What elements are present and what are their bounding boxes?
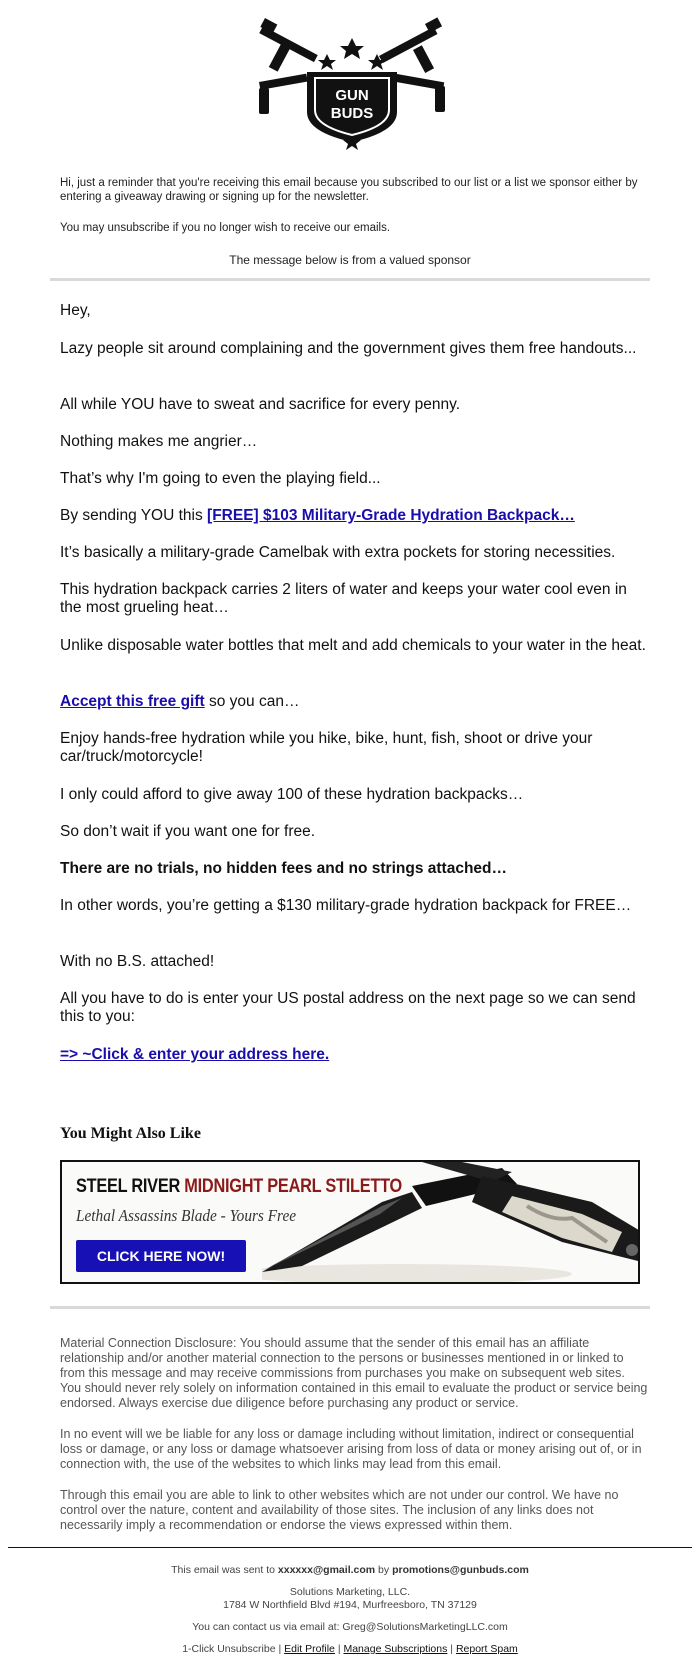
logo-text-buds: BUDS xyxy=(330,105,374,122)
sender-email: promotions@gunbuds.com xyxy=(392,1564,529,1576)
backpack-offer-link[interactable]: [FREE] $103 Military-Grade Hydration Backpack… xyxy=(207,507,575,524)
footer-links: 1-Click Unsubscribe | Edit Profile | Manage Subscriptions | Report Spam xyxy=(182,1643,518,1655)
paragraph-accept-gift: Accept this free gift so you can… xyxy=(60,693,300,710)
paragraph: Enjoy hands-free hydration while you hike, bike, hunt, fish, shoot or drive your car/truck/motorcycle! xyxy=(60,730,593,765)
accept-gift-link[interactable]: Accept this free gift xyxy=(60,693,205,710)
paragraph: Lazy people sit around complaining and the government gives them free handouts... xyxy=(60,340,637,357)
manage-subscriptions-link[interactable]: Manage Subscriptions xyxy=(343,1643,448,1655)
report-spam-link[interactable]: Report Spam xyxy=(455,1643,518,1655)
paragraph-backpack-offer: By sending YOU this [FREE] $103 Military-Grade Hydration Backpack… xyxy=(60,507,575,524)
edit-profile-link[interactable]: Edit Profile xyxy=(284,1643,335,1655)
company-address: 1784 W Northfield Blvd #194, Murfreesboro, TN 37129 xyxy=(223,1599,477,1611)
also-like-heading: You Might Also Like xyxy=(60,1125,201,1142)
recipient-email: xxxxxx@gmail.com xyxy=(277,1564,376,1576)
paragraph: All you have to do is enter your US postal address on the next page so we can send this to you: xyxy=(60,990,636,1025)
paragraph: So don’t wait if you want one for free. xyxy=(60,823,316,840)
stiletto-ad-banner[interactable] xyxy=(60,1160,640,1284)
paragraph: With no B.S. attached! xyxy=(60,953,215,970)
one-click-unsubscribe[interactable]: 1-Click Unsubscribe xyxy=(182,1643,276,1655)
divider xyxy=(50,1306,650,1309)
material-disclosure: Material Connection Disclosure: You should assume that the sender of this email has an affiliate relationship and/or another material connection to the persons or businesses mentioned in or linked to from this message and may receive commissions from purchases you make on subsequent web sites. You should never rely solely on information contained in this email to evaluate the product or service being endorsed. Always exercise due diligence before purchasing any product or service. xyxy=(60,1336,648,1410)
paragraph: Unlike disposable water bottles that melt and add chemicals to your water in the heat. xyxy=(60,637,646,654)
cta-paragraph xyxy=(60,1046,650,1064)
knife-image xyxy=(262,1162,640,1284)
paragraph: In other words, you’re getting a $130 military-grade hydration backpack for FREE… xyxy=(60,897,632,914)
paragraph: I only could afford to give away 100 of these hydration backpacks… xyxy=(60,786,524,803)
company-name: Solutions Marketing, LLC. xyxy=(289,1586,411,1598)
links-disclaimer: Through this email you are able to link to other websites which are not under our control. We have no control over the nature, content and availability of those sites. The inclusion of any links does not necessarily imply a recommendation or endorse the views expressed within them. xyxy=(60,1488,619,1532)
paragraph-bold: There are no trials, no hidden fees and no strings attached… xyxy=(60,860,508,877)
footer-divider xyxy=(8,1547,692,1548)
paragraph: All while YOU have to sweat and sacrifice for every penny. xyxy=(60,396,461,413)
sponsor-notice: The message below is from a valued sponsor xyxy=(229,253,471,267)
subscription-notice: Hi, just a reminder that you're receiving this email because you subscribed to our list or a list we sponsor either by entering a giveaway drawing or signing up for the newsletter. xyxy=(60,177,638,203)
paragraph: That’s why I'm going to even the playing field... xyxy=(60,470,381,487)
sent-to-line: This email was sent to xxxxxx@gmail.com by promotions@gunbuds.com xyxy=(171,1564,529,1576)
greeting: Hey, xyxy=(60,302,91,319)
gunbuds-logo xyxy=(255,16,449,150)
click-here-now-button[interactable]: CLICK HERE NOW! xyxy=(76,1240,246,1272)
unsubscribe-notice: You may unsubscribe if you no longer wish to receive our emails. xyxy=(60,222,391,234)
paragraph: It’s basically a military-grade Camelbak with extra pockets for storing necessities. xyxy=(60,544,616,561)
paragraph: Nothing makes me angrier… xyxy=(60,433,258,450)
paragraph: This hydration backpack carries 2 liters of water and keeps your water cool even in the most grueling heat… xyxy=(60,581,627,616)
gun-logo-icon xyxy=(255,16,449,150)
logo-text-gun: GUN xyxy=(335,87,369,104)
divider xyxy=(50,278,650,281)
liability-disclaimer: In no event will we be liable for any loss or damage including without limitation, indirect or consequential loss or damage, or any loss or damage whatsoever arising from loss of data or money arising out of, or in connection with, the use of the websites to which links may lead from this email. xyxy=(60,1427,642,1471)
banner-subtitle: Lethal Assassins Blade - Yours Free xyxy=(76,1206,297,1225)
banner-title: STEEL RIVER MIDNIGHT PEARL STILETTO xyxy=(76,1176,402,1197)
enter-address-link[interactable]: => ~Click & enter your address here. xyxy=(60,1046,330,1063)
contact-line: You can contact us via email at: Greg@SolutionsMarketingLLC.com xyxy=(192,1621,508,1633)
